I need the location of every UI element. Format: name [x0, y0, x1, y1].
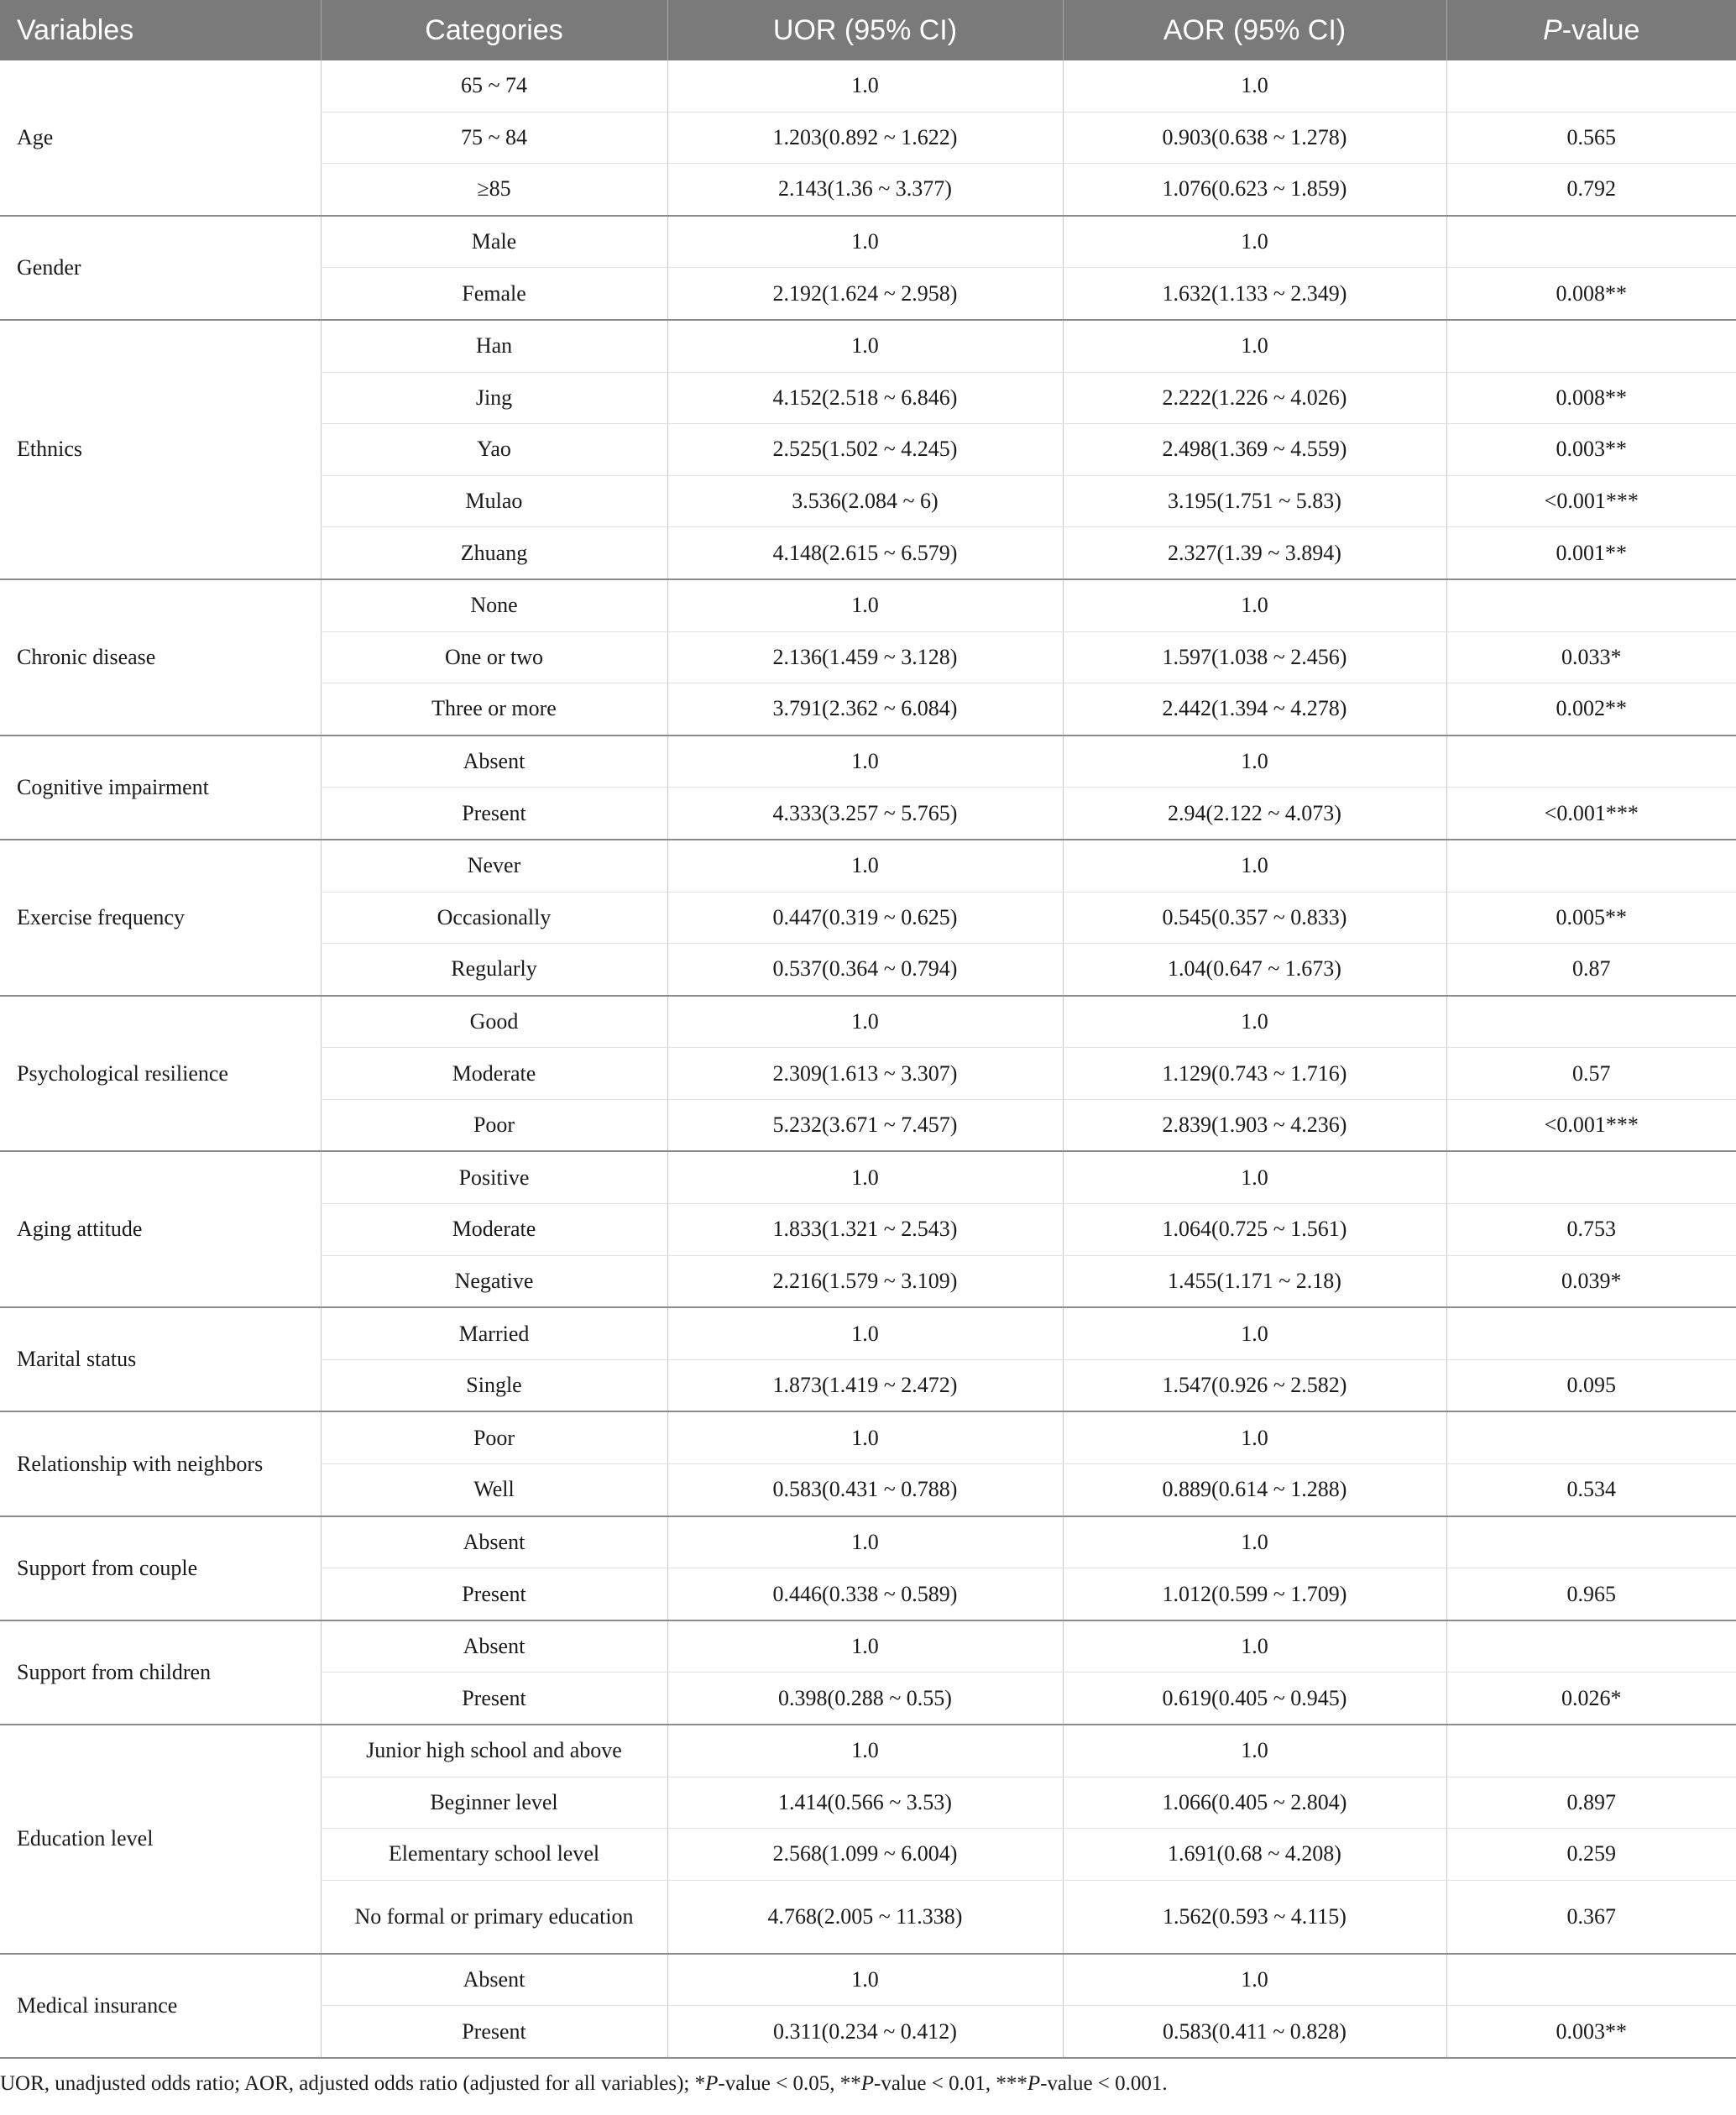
category-cell: Present: [321, 1568, 667, 1620]
aor-cell: 1.04(0.647 ~ 1.673): [1063, 944, 1446, 996]
aor-cell: 1.0: [1063, 1151, 1446, 1203]
aor-cell: 1.632(1.133 ~ 2.349): [1063, 268, 1446, 320]
table-row: [0, 320, 1736, 372]
uor-cell: 2.216(1.579 ~ 3.109): [667, 1255, 1063, 1307]
p-value-cell: [1446, 1516, 1736, 1568]
category-cell: Poor: [321, 1099, 667, 1151]
uor-cell: 2.568(1.099 ~ 6.004): [667, 1829, 1063, 1881]
p-value-cell: 0.008**: [1446, 268, 1736, 320]
table-row: [0, 579, 1736, 631]
category-cell: Absent: [321, 1954, 667, 2006]
p-value-cell: <0.001***: [1446, 1099, 1736, 1151]
category-cell: Poor: [321, 1411, 667, 1463]
category-cell: Beginner level: [321, 1777, 667, 1829]
uor-cell: 0.537(0.364 ~ 0.794): [667, 944, 1063, 996]
p-value-cell: 0.026*: [1446, 1673, 1736, 1725]
aor-cell: 0.545(0.357 ~ 0.833): [1063, 892, 1446, 944]
uor-cell: 1.0: [667, 1411, 1063, 1463]
p-value-cell: [1446, 1725, 1736, 1777]
category-cell: Three or more: [321, 683, 667, 736]
category-cell: Male: [321, 216, 667, 268]
uor-cell: 1.0: [667, 579, 1063, 631]
uor-cell: 1.0: [667, 320, 1063, 372]
uor-cell: 1.0: [667, 736, 1063, 788]
uor-cell: 3.536(2.084 ~ 6): [667, 475, 1063, 527]
footnote-segment: P: [1027, 2072, 1041, 2095]
p-value-cell: 0.367: [1446, 1880, 1736, 1954]
category-cell: Han: [321, 320, 667, 372]
uor-cell: 1.0: [667, 216, 1063, 268]
category-cell: Junior high school and above: [321, 1725, 667, 1777]
category-cell: ≥85: [321, 164, 667, 216]
p-value-cell: 0.57: [1446, 1048, 1736, 1100]
table-row: [0, 840, 1736, 892]
aor-cell: 1.0: [1063, 1725, 1446, 1777]
p-value-cell: <0.001***: [1446, 475, 1736, 527]
p-value-cell: 0.001**: [1446, 527, 1736, 579]
category-cell: Present: [321, 788, 667, 840]
aor-cell: 1.0: [1063, 1411, 1446, 1463]
p-value-cell: [1446, 996, 1736, 1048]
aor-cell: 2.94(2.122 ~ 4.073): [1063, 788, 1446, 840]
p-value-cell: <0.001***: [1446, 788, 1736, 840]
aor-cell: 1.691(0.68 ~ 4.208): [1063, 1829, 1446, 1881]
uor-cell: 0.311(0.234 ~ 0.412): [667, 2006, 1063, 2058]
category-cell: Positive: [321, 1151, 667, 1203]
table-row: [0, 1307, 1736, 1359]
header-uor: UOR (95% CI): [667, 0, 1063, 60]
variable-cell: Marital status: [0, 1307, 321, 1411]
aor-cell: 1.0: [1063, 320, 1446, 372]
variable-cell: Relationship with neighbors: [0, 1411, 321, 1516]
p-value-cell: 0.534: [1446, 1464, 1736, 1516]
uor-cell: 2.309(1.613 ~ 3.307): [667, 1048, 1063, 1100]
table-row: [0, 1954, 1736, 2006]
header-row: [0, 0, 1736, 60]
aor-cell: 2.442(1.394 ~ 4.278): [1063, 683, 1446, 736]
table-row: [0, 216, 1736, 268]
footnote-segment: -value < 0.05, **: [718, 2072, 861, 2095]
aor-cell: 2.498(1.369 ~ 4.559): [1063, 424, 1446, 476]
aor-cell: 0.889(0.614 ~ 1.288): [1063, 1464, 1446, 1516]
category-cell: Good: [321, 996, 667, 1048]
category-cell: One or two: [321, 631, 667, 683]
footnote-segment: UOR, unadjusted odds ratio; AOR, adjusted odds ratio (adjusted for all variables); *: [0, 2072, 706, 2095]
variable-cell: Exercise frequency: [0, 840, 321, 996]
header-categories: Categories: [321, 0, 667, 60]
p-value-cell: 0.005**: [1446, 892, 1736, 944]
category-cell: Married: [321, 1307, 667, 1359]
uor-cell: 4.768(2.005 ~ 11.338): [667, 1880, 1063, 1954]
category-cell: Absent: [321, 1620, 667, 1673]
aor-cell: 1.0: [1063, 1516, 1446, 1568]
category-cell: 65 ~ 74: [321, 60, 667, 112]
uor-cell: 4.148(2.615 ~ 6.579): [667, 527, 1063, 579]
aor-cell: 1.0: [1063, 1954, 1446, 2006]
uor-cell: 0.447(0.319 ~ 0.625): [667, 892, 1063, 944]
category-cell: Single: [321, 1359, 667, 1411]
aor-cell: 1.012(0.599 ~ 1.709): [1063, 1568, 1446, 1620]
aor-cell: 1.0: [1063, 996, 1446, 1048]
footnote-segment: P: [860, 2072, 874, 2095]
category-cell: Zhuang: [321, 527, 667, 579]
aor-cell: 1.0: [1063, 1307, 1446, 1359]
variable-cell: Education level: [0, 1725, 321, 1954]
uor-cell: 1.414(0.566 ~ 3.53): [667, 1777, 1063, 1829]
p-value-cell: 0.87: [1446, 944, 1736, 996]
category-cell: Negative: [321, 1255, 667, 1307]
aor-cell: 0.583(0.411 ~ 0.828): [1063, 2006, 1446, 2058]
uor-cell: 1.0: [667, 60, 1063, 112]
p-value-cell: [1446, 1620, 1736, 1673]
aor-cell: 3.195(1.751 ~ 5.83): [1063, 475, 1446, 527]
footnote-segment: P: [705, 2072, 719, 2095]
header-p-italic: P: [1543, 13, 1562, 46]
table-row: [0, 1411, 1736, 1463]
category-cell: Never: [321, 840, 667, 892]
header-aor: AOR (95% CI): [1063, 0, 1446, 60]
p-value-cell: 0.003**: [1446, 2006, 1736, 2058]
uor-cell: 1.0: [667, 1620, 1063, 1673]
table-row: [0, 996, 1736, 1048]
uor-cell: 1.833(1.321 ~ 2.543): [667, 1204, 1063, 1256]
p-value-cell: 0.965: [1446, 1568, 1736, 1620]
category-cell: Present: [321, 1673, 667, 1725]
p-value-cell: 0.792: [1446, 164, 1736, 216]
uor-cell: 1.0: [667, 1516, 1063, 1568]
p-value-cell: 0.008**: [1446, 372, 1736, 424]
p-value-cell: 0.003**: [1446, 424, 1736, 476]
uor-cell: 2.143(1.36 ~ 3.377): [667, 164, 1063, 216]
p-value-cell: 0.565: [1446, 112, 1736, 164]
p-value-cell: [1446, 579, 1736, 631]
p-value-cell: [1446, 1411, 1736, 1463]
aor-cell: 1.562(0.593 ~ 4.115): [1063, 1880, 1446, 1954]
p-value-cell: 0.259: [1446, 1829, 1736, 1881]
variable-cell: Age: [0, 60, 321, 216]
table-row: [0, 1516, 1736, 1568]
p-value-cell: [1446, 1954, 1736, 2006]
uor-cell: 1.203(0.892 ~ 1.622): [667, 112, 1063, 164]
p-value-cell: [1446, 60, 1736, 112]
category-cell: No formal or primary education: [321, 1880, 667, 1954]
aor-cell: 2.222(1.226 ~ 4.026): [1063, 372, 1446, 424]
table-row: [0, 1725, 1736, 1777]
category-cell: Well: [321, 1464, 667, 1516]
p-value-cell: 0.039*: [1446, 1255, 1736, 1307]
category-cell: Moderate: [321, 1204, 667, 1256]
variable-cell: Support from children: [0, 1620, 321, 1725]
aor-cell: 1.0: [1063, 60, 1446, 112]
uor-cell: 1.0: [667, 1151, 1063, 1203]
uor-cell: 2.525(1.502 ~ 4.245): [667, 424, 1063, 476]
category-cell: Yao: [321, 424, 667, 476]
aor-cell: 1.547(0.926 ~ 2.582): [1063, 1359, 1446, 1411]
category-cell: Absent: [321, 1516, 667, 1568]
category-cell: Elementary school level: [321, 1829, 667, 1881]
category-cell: Occasionally: [321, 892, 667, 944]
aor-cell: 2.839(1.903 ~ 4.236): [1063, 1099, 1446, 1151]
category-cell: Mulao: [321, 475, 667, 527]
table-row: [0, 736, 1736, 788]
aor-cell: 1.129(0.743 ~ 1.716): [1063, 1048, 1446, 1100]
aor-cell: 1.0: [1063, 216, 1446, 268]
uor-cell: 4.333(3.257 ~ 5.765): [667, 788, 1063, 840]
variable-cell: Medical insurance: [0, 1954, 321, 2058]
variable-cell: Psychological resilience: [0, 996, 321, 1152]
uor-cell: 2.136(1.459 ~ 3.128): [667, 631, 1063, 683]
uor-cell: 1.0: [667, 1725, 1063, 1777]
table-row: [0, 1620, 1736, 1673]
uor-cell: 0.398(0.288 ~ 0.55): [667, 1673, 1063, 1725]
variable-cell: Support from couple: [0, 1516, 321, 1620]
variable-cell: Chronic disease: [0, 579, 321, 736]
aor-cell: 1.0: [1063, 579, 1446, 631]
category-cell: Moderate: [321, 1048, 667, 1100]
uor-cell: 3.791(2.362 ~ 6.084): [667, 683, 1063, 736]
footnote-segment: -value < 0.001.: [1040, 2072, 1168, 2095]
p-value-cell: [1446, 216, 1736, 268]
uor-cell: 1.0: [667, 1307, 1063, 1359]
header-p-value: [1446, 0, 1736, 60]
uor-cell: 1.0: [667, 1954, 1063, 2006]
variable-cell: Cognitive impairment: [0, 736, 321, 840]
uor-cell: 0.583(0.431 ~ 0.788): [667, 1464, 1063, 1516]
aor-cell: 1.0: [1063, 1620, 1446, 1673]
p-value-cell: 0.095: [1446, 1359, 1736, 1411]
category-cell: Female: [321, 268, 667, 320]
header-variables: Variables: [0, 0, 321, 60]
category-cell: None: [321, 579, 667, 631]
header-p-suffix: -value: [1561, 13, 1640, 46]
uor-cell: 0.446(0.338 ~ 0.589): [667, 1568, 1063, 1620]
category-cell: Absent: [321, 736, 667, 788]
uor-cell: 1.873(1.419 ~ 2.472): [667, 1359, 1063, 1411]
aor-cell: 1.597(1.038 ~ 2.456): [1063, 631, 1446, 683]
uor-cell: 4.152(2.518 ~ 6.846): [667, 372, 1063, 424]
aor-cell: 1.064(0.725 ~ 1.561): [1063, 1204, 1446, 1256]
uor-cell: 2.192(1.624 ~ 2.958): [667, 268, 1063, 320]
aor-cell: 1.066(0.405 ~ 2.804): [1063, 1777, 1446, 1829]
variable-cell: Aging attitude: [0, 1151, 321, 1307]
uor-cell: 5.232(3.671 ~ 7.457): [667, 1099, 1063, 1151]
aor-cell: 0.619(0.405 ~ 0.945): [1063, 1673, 1446, 1725]
variable-cell: Gender: [0, 216, 321, 320]
category-cell: 75 ~ 84: [321, 112, 667, 164]
category-cell: Regularly: [321, 944, 667, 996]
uor-cell: 1.0: [667, 996, 1063, 1048]
variable-cell: Ethnics: [0, 320, 321, 579]
aor-cell: 1.0: [1063, 840, 1446, 892]
aor-cell: 1.0: [1063, 736, 1446, 788]
p-value-cell: 0.897: [1446, 1777, 1736, 1829]
uor-cell: 1.0: [667, 840, 1063, 892]
table-row: [0, 60, 1736, 112]
aor-cell: 1.455(1.171 ~ 2.18): [1063, 1255, 1446, 1307]
aor-cell: 1.076(0.623 ~ 1.859): [1063, 164, 1446, 216]
table-row: [0, 1151, 1736, 1203]
p-value-cell: 0.753: [1446, 1204, 1736, 1256]
category-cell: Present: [321, 2006, 667, 2058]
aor-cell: 2.327(1.39 ~ 3.894): [1063, 527, 1446, 579]
category-cell: Jing: [321, 372, 667, 424]
p-value-cell: 0.033*: [1446, 631, 1736, 683]
p-value-cell: [1446, 840, 1736, 892]
table-footnote: [0, 2072, 1729, 2096]
p-value-cell: [1446, 1307, 1736, 1359]
p-value-cell: [1446, 320, 1736, 372]
aor-cell: 0.903(0.638 ~ 1.278): [1063, 112, 1446, 164]
footnote-segment: -value < 0.01, ***: [874, 2072, 1027, 2095]
p-value-cell: [1446, 736, 1736, 788]
p-value-cell: [1446, 1151, 1736, 1203]
p-value-cell: 0.002**: [1446, 683, 1736, 736]
